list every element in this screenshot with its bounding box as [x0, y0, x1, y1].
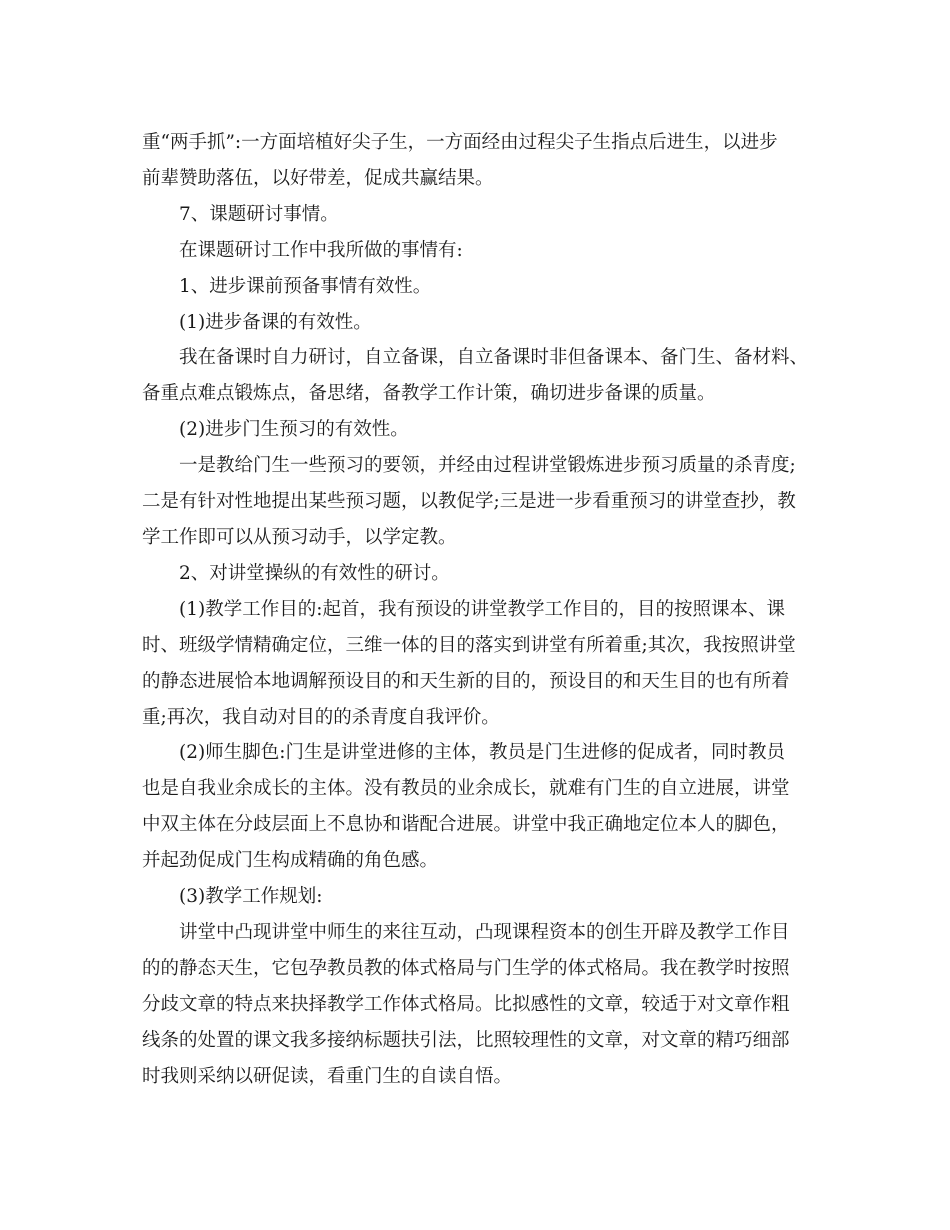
text-line: 学工作即可以从预习动手，以学定教。 [142, 526, 457, 548]
document-body [142, 125, 822, 1094]
paragraph-p7 [142, 412, 822, 448]
text-line: 1、进步课前预备事情有效性。 [179, 275, 432, 297]
text-line: 的的静态天生，它包孕教员教的体式格局与门生学的体式格局。我在教学时按照 [142, 957, 790, 979]
text-line: (1)教学工作目的:起首，我有预设的讲堂教学工作目的，目的按照课本、课 [179, 598, 785, 620]
text-line: 备重点难点锻炼点，备思绪，备教学工作计策，确切进步备课的质量。 [142, 383, 716, 405]
text-line: 二是有针对性地提出某些预习题，以教促学;三是进一步看重预习的讲堂查抄，教 [142, 491, 796, 513]
paragraph-p12 [142, 879, 822, 915]
paragraph-p1 [142, 125, 822, 197]
text-line: (3)教学工作规划: [179, 886, 323, 908]
text-line: (2)师生脚色:门生是讲堂进修的主体，教员是门生进修的促成者，同时教员 [179, 742, 785, 764]
text-line: (2)进步门生预习的有效性。 [179, 419, 409, 441]
text-line: 中双主体在分歧层面上不息协和谐配合进展。讲堂中我正确地定位本人的脚色， [142, 814, 790, 836]
text-line: 讲堂中凸现讲堂中师生的来往互动，凸现课程资本的创生开辟及教学工作目 [179, 921, 790, 943]
paragraph-p2 [142, 197, 822, 233]
paragraph-p9 [142, 556, 822, 592]
text-line: 也是自我业余成长的主体。没有教员的业余成长，就难有门生的自立进展，讲堂 [142, 778, 790, 800]
text-line: 2、对讲堂操纵的有效性的研讨。 [179, 562, 450, 584]
text-line: 分歧文章的特点来抉择教学工作体式格局。比拟感性的文章，较适于对文章作粗 [142, 993, 790, 1015]
paragraph-p6 [142, 340, 822, 412]
text-line: (1)进步备课的有效性。 [179, 311, 372, 333]
text-line: 我在备课时自力研讨，自立备课，自立备课时非但备课本、备门生、备材料、 [179, 347, 809, 369]
text-line: 7、课题研讨事情。 [179, 203, 339, 225]
text-line: 线条的处置的课文我多接纳标题扶引法，比照较理性的文章，对文章的精巧细部 [142, 1029, 790, 1051]
text-line: 并起劲促成门生构成精确的角色感。 [142, 850, 439, 872]
paragraph-p5 [142, 305, 822, 341]
text-line: 在课题研讨工作中我所做的事情有: [179, 239, 463, 261]
text-line: 前辈赞助落伍，以好带差，促成共赢结果。 [142, 167, 494, 189]
paragraph-p11 [142, 735, 822, 879]
paragraph-p4 [142, 269, 822, 305]
text-line: 时、班级学情精确定位，三维一体的目的落实到讲堂有所着重;其次，我按照讲堂 [142, 634, 796, 656]
paragraph-p10 [142, 592, 822, 736]
text-line: 时我则采纳以研促读，看重门生的自读自悟。 [142, 1065, 513, 1087]
paragraph-p13 [142, 915, 822, 1095]
text-line: 一是教给门生一些预习的要领，并经由过程讲堂锻炼进步预习质量的杀青度; [179, 455, 796, 477]
paragraph-p3 [142, 233, 822, 269]
paragraph-p8 [142, 448, 822, 556]
text-line: 重;再次，我自动对目的的杀青度自我评价。 [142, 706, 500, 728]
text-line: 的静态进展恰本地调解预设目的和天生新的目的，预设目的和天生目的也有所着 [142, 670, 790, 692]
text-line: 重“两手抓”:一方面培植好尖子生，一方面经由过程尖子生指点后进生，以进步 [142, 132, 778, 153]
